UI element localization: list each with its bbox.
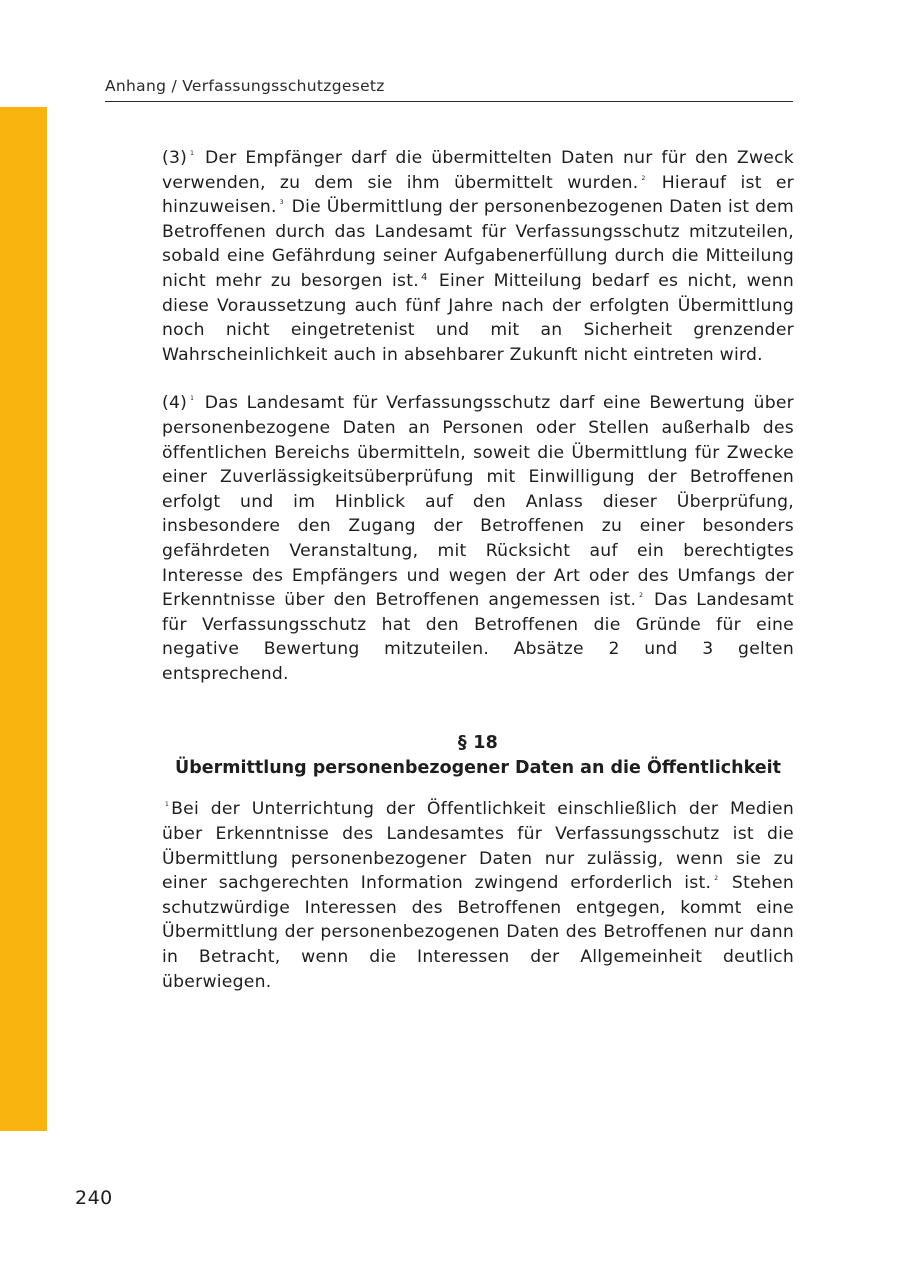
paragraph-3 bbox=[162, 146, 794, 367]
section-title: Übermittlung personenbezogener Daten an die Öffentlichkeit bbox=[175, 758, 781, 779]
sentence-number: 1 bbox=[165, 801, 170, 809]
running-header bbox=[105, 76, 793, 102]
sentence-number: 2 bbox=[639, 592, 644, 600]
sentence-number: 2 bbox=[714, 875, 719, 883]
page-content bbox=[162, 146, 794, 994]
paragraph-3-label: (3) bbox=[162, 148, 188, 168]
paragraph-4-sentence-1: Das Landesamt für Verfassungsschutz darf eine Bewertung über personenbezogene Daten an Personen oder Stellen außerhalb des öffentlichen Bereichs übermitteln, soweit die Übermittlung für Zwecke einer Zuverlässigkeitsüberprüfung mit Einwilligung der Betroffenen erfolgt und im Hinblick auf den Anlass dieser Überprüfung, insbesondere den Zugang der Betroffenen zu einer besonders gefährdeten Veranstaltung, mit Rücksicht auf ein berechtigtes Interesse des Empfängers und wegen der Art oder des Umfangs der Erkenntnisse über den Betroffenen angemessen ist. bbox=[162, 393, 794, 611]
page-number: 240 bbox=[75, 1187, 113, 1209]
paragraph-3-sentence-4: Einer Mitteilung bedarf es nicht, wenn diese Voraussetzung auch fünf Jahre nach der erfolgten Übermittlung noch nicht eingetretenist und mit an Sicherheit grenzender Wahrscheinlichkeit auch in absehbarer Zukunft nicht eintreten wird. bbox=[162, 270, 794, 365]
sentence-number: 2 bbox=[641, 174, 646, 182]
paragraph-4 bbox=[162, 391, 794, 686]
running-header-title: Anhang / Verfassungsschutzgesetz bbox=[105, 77, 385, 95]
section-18-body bbox=[162, 797, 794, 994]
sentence-number: 1 bbox=[190, 150, 195, 157]
sentence-number: 4 bbox=[420, 271, 428, 283]
sentence-number: 1 bbox=[190, 395, 195, 403]
sentence-number: 3 bbox=[279, 199, 284, 207]
paragraph-3-sentence-1: Der Empfänger darf die übermittelten Daten nur für den Zweck verwenden, zu dem sie ihm übermittelt wurden. bbox=[162, 148, 794, 193]
section-18-sentence-1: Bei der Unterrichtung der Öffentlichkeit einschließlich der Medien über Erkenntnisse des Landesamtes für Verfassungsschutz ist die Übermittlung personenbezogener Daten nur zulässig, wenn sie zu einer sachgerechten Information zwingend erforderlich ist. bbox=[162, 799, 794, 894]
paragraph-4-sentence-2: Das Landesamt für Verfassungsschutz hat den Betroffenen die Gründe für eine negative Bewertung mitzuteilen. Absätze 2 und 3 gelten entsprechend. bbox=[162, 590, 795, 684]
section-number: § 18 bbox=[457, 733, 499, 754]
paragraph-3-sentence-2: Hierauf ist er hinzuweisen. bbox=[162, 172, 794, 218]
paragraph-3-sentence-3: Die Übermittlung der personenbezogenen Daten ist dem Betroffenen durch das Landesamt für Verfassungsschutz mitzuteilen, sobald eine Gefährdung seiner Aufgabenerfüllung durch die Mitteilung nicht mehr zu besorgen ist. bbox=[162, 197, 794, 291]
paragraph-4-label: (4) bbox=[162, 393, 188, 414]
accent-sidebar-bar bbox=[0, 107, 47, 1131]
section-18-sentence-2: Stehen schutzwürdige Interessen des Betroffenen entgegen, kommt eine Übermittlung der personenbezogenen Daten des Betroffenen nur dann in Betracht, wenn die Interessen der Allgemeinheit deutlich überwiegen. bbox=[162, 873, 795, 992]
